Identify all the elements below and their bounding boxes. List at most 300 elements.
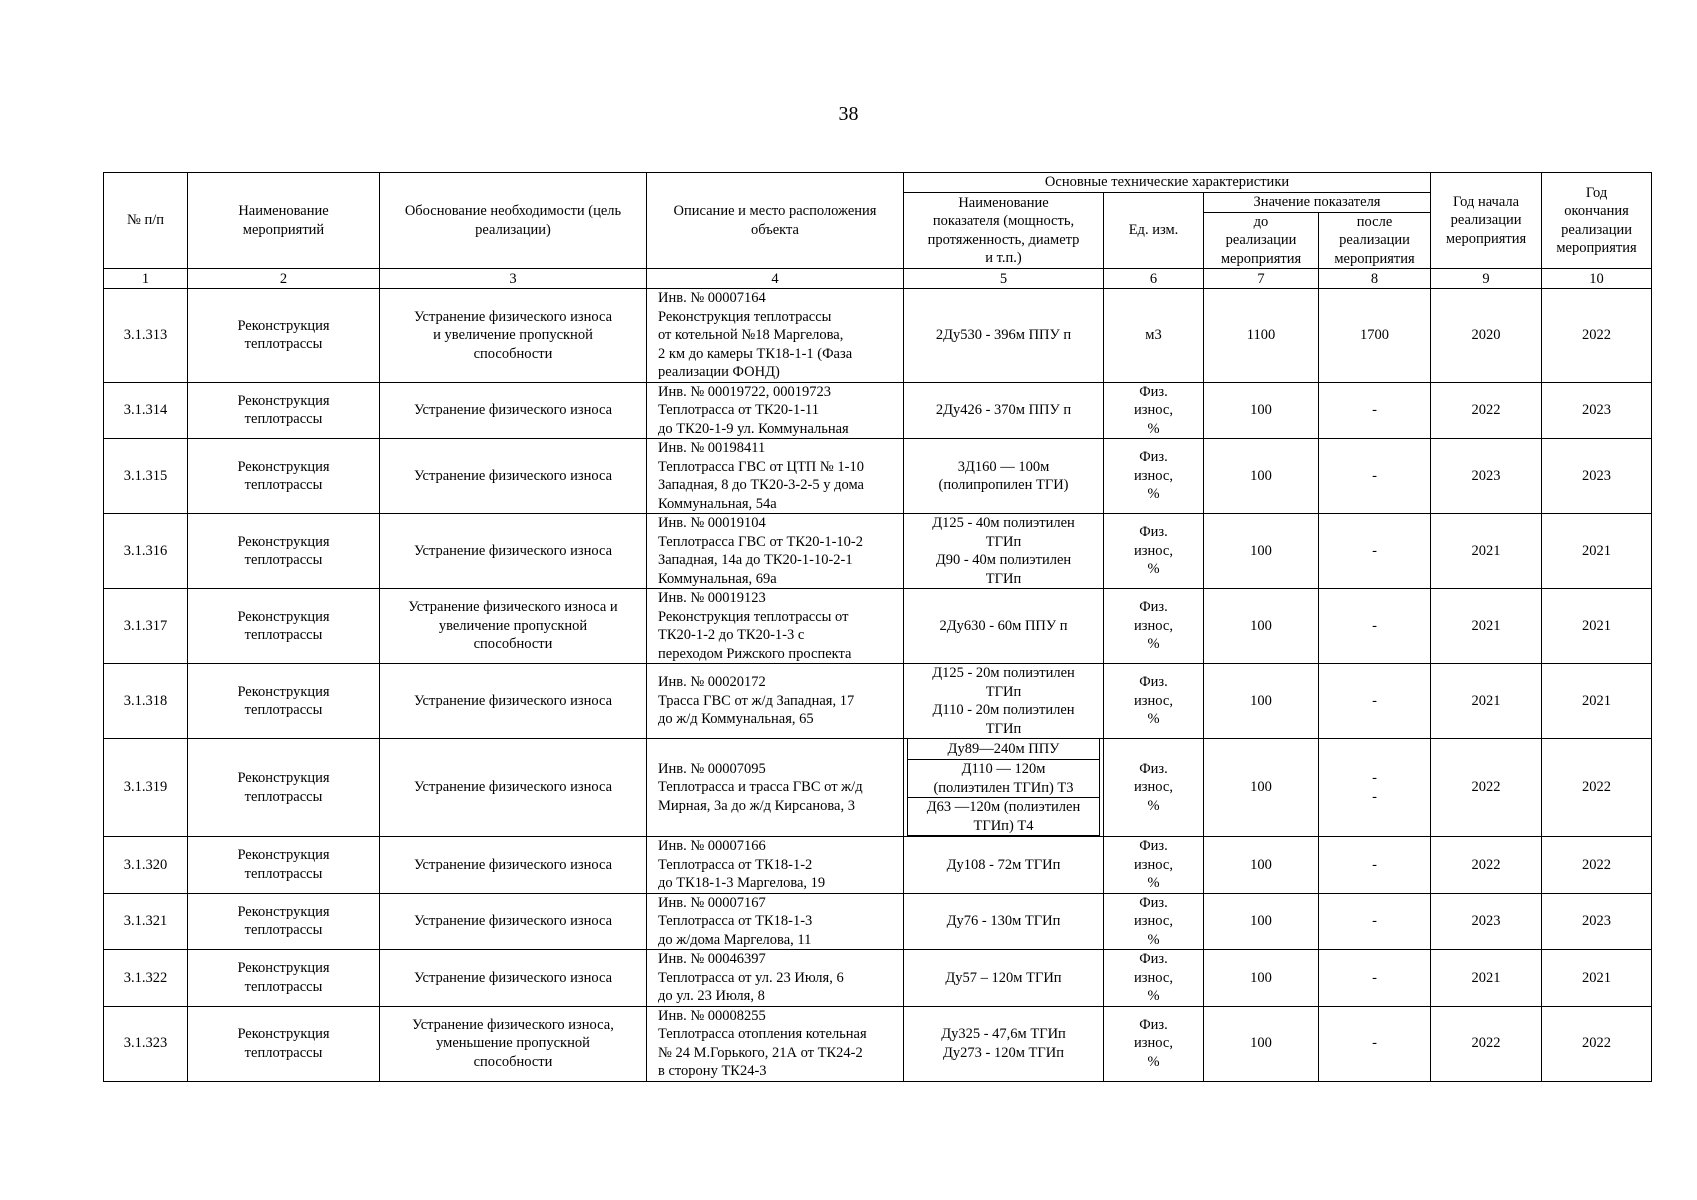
- indicator-name: [904, 950, 1104, 1007]
- text-line: -: [1372, 1035, 1377, 1052]
- end-year: 2023: [1542, 893, 1652, 950]
- text-line: Реконструкция: [237, 903, 330, 920]
- row-number: 3.1.314: [104, 382, 188, 439]
- text-line: до ТК18-1-3 Маргелова, 19: [658, 875, 826, 891]
- text-line: Устранение физического износа: [413, 542, 613, 559]
- text-line: Ду76 - 130м ТГИп: [946, 913, 1061, 929]
- text-line: ТГИп) Т4: [973, 817, 1034, 834]
- text-line: Реконструкция теплотрассы: [658, 308, 832, 325]
- text-line: Описание и место расположения: [673, 203, 877, 219]
- text-line: Год начала: [1453, 193, 1520, 210]
- text-line: до ж/д Коммунальная, 65: [658, 711, 814, 728]
- row-number: 3.1.317: [104, 589, 188, 664]
- text-line: -: [1372, 856, 1377, 873]
- text-line: Физ.: [1139, 1016, 1168, 1033]
- text-line: Устранение физического износа: [413, 969, 613, 986]
- object-description: [647, 739, 904, 837]
- end-year: 2022: [1542, 1006, 1652, 1081]
- text-line: %: [1147, 636, 1160, 653]
- unit: [1104, 589, 1204, 664]
- measure-reason: [380, 950, 647, 1007]
- table-row: [104, 289, 1652, 383]
- text-line: и т.п.): [985, 250, 1022, 266]
- table-row: [104, 664, 1652, 739]
- indicator-name: [904, 439, 1104, 514]
- unit: [1104, 514, 1204, 589]
- value-before: 100: [1204, 893, 1319, 950]
- text-line: Ду325 - 47,6м ТГИп: [941, 1026, 1066, 1042]
- indicator-part: [908, 798, 1100, 836]
- indicator-name: [904, 664, 1104, 739]
- text-line: износ,: [1134, 913, 1173, 929]
- text-line: Теплотрасса и трасса ГВС от ж/д: [658, 779, 863, 796]
- text-line: Реконструкция теплотрассы от: [658, 608, 849, 625]
- text-line: в сторону ТК24-3: [658, 1063, 767, 1079]
- text-line: Устранение физического износа: [413, 467, 613, 484]
- text-line: (полиэтилен ТГИп) Т3: [933, 779, 1074, 796]
- table-row: [104, 382, 1652, 439]
- unit: [1104, 893, 1204, 950]
- indicator-name: [904, 289, 1104, 383]
- text-line: № 24 М.Горького, 21А от ТК24-2: [658, 1044, 863, 1061]
- row-number: 3.1.313: [104, 289, 188, 383]
- object-description: [647, 439, 904, 514]
- table-row: [104, 514, 1652, 589]
- text-line: теплотрассы: [244, 865, 323, 882]
- measure-name: [188, 837, 380, 894]
- text-line: Трасса ГВС от ж/д Западная, 17: [658, 692, 855, 709]
- measure-reason: [380, 382, 647, 439]
- text-line: -: [1372, 969, 1377, 986]
- text-line: Устранение физического износа: [413, 856, 613, 873]
- measure-name: [188, 514, 380, 589]
- text-line: Устранение физического износа: [413, 779, 613, 796]
- table-row: [104, 893, 1652, 950]
- measure-reason: [380, 1006, 647, 1081]
- start-year: 2021: [1431, 950, 1542, 1007]
- text-line: (полипропилен ТГИ): [938, 477, 1069, 493]
- text-line: протяженность, диаметр: [927, 231, 1080, 248]
- table-row: [104, 837, 1652, 894]
- text-line: Устранение физического износа: [413, 402, 613, 418]
- text-line: износ,: [1134, 692, 1173, 709]
- measure-name: [188, 950, 380, 1007]
- text-line: 1700: [1360, 327, 1390, 343]
- text-line: способности: [473, 1053, 553, 1070]
- measures-table: [103, 172, 1652, 1082]
- end-year: 2022: [1542, 837, 1652, 894]
- text-line: Инв. № 00020172: [658, 674, 766, 691]
- unit: [1104, 950, 1204, 1007]
- text-line: Реконструкция: [237, 960, 330, 977]
- text-line: износ,: [1134, 856, 1173, 873]
- text-line: теплотрассы: [244, 627, 323, 643]
- object-description: [647, 893, 904, 950]
- text-line: Д90 - 40м полиэтилен: [935, 552, 1072, 568]
- start-year: 2021: [1431, 514, 1542, 589]
- start-year: 2022: [1431, 382, 1542, 439]
- text-line: Инв. № 00019722, 00019723: [658, 383, 832, 400]
- table-row: [104, 439, 1652, 514]
- start-year: 2022: [1431, 739, 1542, 837]
- indicator-name: [904, 514, 1104, 589]
- object-description: [647, 589, 904, 664]
- text-line: Реконструкция: [237, 770, 330, 786]
- text-line: Теплотрасса ГВС от ТК20-1-10-2: [658, 533, 863, 550]
- text-line: Д63 —120м (полиэтилен: [926, 799, 1081, 815]
- indicator-cell: [904, 739, 1104, 837]
- column-number: 2: [188, 269, 380, 289]
- measure-name: [188, 439, 380, 514]
- text-line: %: [1147, 931, 1160, 948]
- text-line: Теплотрасса от ТК18-1-2: [658, 856, 813, 873]
- value-before: 100: [1204, 950, 1319, 1007]
- row-number: 3.1.318: [104, 664, 188, 739]
- text-line: Устранение физического износа: [413, 308, 613, 325]
- text-line: Физ.: [1139, 674, 1168, 691]
- text-line: мероприятия: [1556, 240, 1637, 256]
- text-line: теплотрассы: [244, 336, 323, 353]
- object-description: [647, 1006, 904, 1081]
- object-description: [647, 950, 904, 1007]
- column-number: 3: [380, 269, 647, 289]
- text-line: уменьшение пропускной: [436, 1035, 590, 1052]
- unit: [1104, 664, 1204, 739]
- text-line: %: [1147, 711, 1160, 728]
- text-line: окончания: [1564, 203, 1629, 219]
- text-line: Устранение физического износа: [413, 913, 613, 929]
- start-year: 2021: [1431, 589, 1542, 664]
- row-number: 3.1.315: [104, 439, 188, 514]
- text-line: Ду273 - 120м ТГИп: [943, 1044, 1064, 1061]
- value-after: [1319, 289, 1431, 383]
- object-description: [647, 514, 904, 589]
- text-line: реализации: [1225, 232, 1297, 248]
- text-line: Обоснование необходимости (цель: [404, 203, 622, 219]
- text-line: Устранение физического износа,: [412, 1016, 614, 1033]
- value-after: [1319, 1006, 1431, 1081]
- text-line: Ду108 - 72м ТГИп: [946, 856, 1061, 873]
- text-line: ТГИп: [985, 570, 1022, 587]
- text-line: износ,: [1134, 969, 1173, 986]
- text-line: теплотрассы: [244, 552, 323, 568]
- header-col-end-year: [1542, 173, 1652, 269]
- text-line: Ду89—240м ППУ: [947, 740, 1060, 757]
- table-body: [104, 289, 1652, 1082]
- end-year: 2021: [1542, 664, 1652, 739]
- measure-name: [188, 382, 380, 439]
- text-line: Реконструкция: [237, 458, 330, 475]
- text-line: теплотрассы: [244, 978, 323, 995]
- text-line: Физ.: [1139, 894, 1168, 911]
- indicator-name: [904, 382, 1104, 439]
- text-line: мероприятия: [1334, 250, 1415, 267]
- column-number: 7: [1204, 269, 1319, 289]
- text-line: реализации ФОНД): [658, 364, 780, 380]
- value-before: 100: [1204, 664, 1319, 739]
- text-line: Западная, 14а до ТК20-1-10-2-1: [658, 552, 853, 568]
- measure-reason: [380, 664, 647, 739]
- header-col-unit: Ед. изм.: [1104, 193, 1204, 269]
- text-line: Наименование: [238, 203, 329, 219]
- start-year: 2023: [1431, 893, 1542, 950]
- value-after: [1319, 589, 1431, 664]
- object-description: [647, 837, 904, 894]
- text-line: мероприятий: [242, 221, 325, 238]
- text-line: Инв. № 00046397: [658, 951, 766, 967]
- text-line: Д125 - 20м полиэтилен: [932, 665, 1075, 681]
- measure-name: [188, 893, 380, 950]
- text-line: Теплотрасса от ТК18-1-3: [658, 913, 813, 929]
- indicator-name: [904, 837, 1104, 894]
- start-year: 2023: [1431, 439, 1542, 514]
- measure-reason: [380, 514, 647, 589]
- column-number: 10: [1542, 269, 1652, 289]
- text-line: Реконструкция: [237, 317, 330, 334]
- text-line: Д110 - 20м полиэтилен: [932, 702, 1075, 718]
- text-line: Год: [1585, 184, 1608, 201]
- text-line: объекта: [750, 221, 799, 238]
- indicator-name: [904, 589, 1104, 664]
- text-line: Устранение физического износа и: [408, 599, 618, 616]
- measure-reason: [380, 289, 647, 383]
- text-line: %: [1147, 420, 1160, 437]
- value-before: 100: [1204, 1006, 1319, 1081]
- text-line: износ,: [1134, 402, 1173, 418]
- table-row: [104, 739, 1652, 837]
- text-line: %: [1147, 797, 1160, 814]
- text-line: реализации): [475, 221, 551, 238]
- text-line: -: [1372, 913, 1377, 929]
- text-line: -: [1372, 467, 1377, 484]
- text-line: ТГИп: [985, 683, 1022, 700]
- row-number: 3.1.321: [104, 893, 188, 950]
- text-line: Коммунальная, 69а: [658, 570, 777, 587]
- text-line: 2Ду530 - 396м ППУ п: [935, 327, 1072, 343]
- text-line: износ,: [1134, 1035, 1173, 1052]
- column-number: 1: [104, 269, 188, 289]
- text-line: ТГИп: [985, 720, 1022, 737]
- text-line: до: [1253, 213, 1269, 230]
- measure-reason: [380, 439, 647, 514]
- text-line: Теплотрасса от ул. 23 Июля, 6: [658, 969, 844, 986]
- text-line: 3Д160 — 100м: [957, 458, 1050, 475]
- indicator-name: [904, 1006, 1104, 1081]
- text-line: ТГИп: [985, 533, 1022, 550]
- measure-reason: [380, 589, 647, 664]
- unit: [1104, 739, 1204, 837]
- value-after: [1319, 739, 1431, 837]
- text-line: Теплотрасса от ТК20-1-11: [658, 402, 820, 418]
- object-description: [647, 382, 904, 439]
- unit: [1104, 1006, 1204, 1081]
- header-col-number: № п/п: [104, 173, 188, 269]
- unit: [1104, 289, 1204, 383]
- header-col-indicator: [904, 193, 1104, 269]
- text-line: м3: [1145, 327, 1162, 343]
- header-col-name: [188, 173, 380, 269]
- value-after: [1319, 950, 1431, 1007]
- text-line: износ,: [1134, 542, 1173, 559]
- text-line: -: [1372, 788, 1377, 805]
- measure-name: [188, 739, 380, 837]
- value-before: 100: [1204, 589, 1319, 664]
- measure-reason: [380, 739, 647, 837]
- text-line: Физ.: [1139, 449, 1168, 466]
- indicator-name: [904, 893, 1104, 950]
- end-year: 2022: [1542, 739, 1652, 837]
- value-after: [1319, 893, 1431, 950]
- text-line: Реконструкция: [237, 533, 330, 550]
- text-line: Инв. № 00007166: [658, 838, 766, 854]
- text-line: %: [1147, 1053, 1160, 1070]
- text-line: износ,: [1134, 617, 1173, 634]
- text-line: Реконструкция: [237, 683, 330, 700]
- text-line: 2 км до камеры ТК18-1-1 (Фаза: [658, 345, 853, 362]
- text-line: реализации: [1450, 212, 1522, 229]
- text-line: Мирная, 3а до ж/д Кирсанова, 3: [658, 797, 855, 814]
- measure-name: [188, 589, 380, 664]
- text-line: теплотрассы: [244, 477, 323, 493]
- value-after: [1319, 439, 1431, 514]
- table-row: [104, 589, 1652, 664]
- text-line: износ,: [1134, 467, 1173, 484]
- measure-reason: [380, 837, 647, 894]
- text-line: износ,: [1134, 779, 1173, 796]
- row-number: 3.1.319: [104, 739, 188, 837]
- row-number: 3.1.322: [104, 950, 188, 1007]
- text-line: реализации: [1339, 232, 1410, 248]
- text-line: способности: [473, 345, 553, 362]
- text-line: Инв. № 00198411: [658, 440, 766, 456]
- text-line: Теплотрасса ГВС от ЦТП № 1-10: [658, 458, 864, 475]
- text-line: теплотрассы: [244, 411, 323, 428]
- column-number: 8: [1319, 269, 1431, 289]
- end-year: 2021: [1542, 589, 1652, 664]
- text-line: Физ.: [1139, 838, 1168, 854]
- end-year: 2023: [1542, 439, 1652, 514]
- text-line: %: [1147, 486, 1160, 503]
- text-line: -: [1372, 617, 1377, 634]
- measure-name: [188, 664, 380, 739]
- text-line: Реконструкция: [237, 847, 330, 864]
- text-line: теплотрассы: [244, 1044, 323, 1061]
- text-line: от котельной №18 Маргелова,: [658, 327, 844, 343]
- text-line: Инв. № 00008255: [658, 1007, 766, 1024]
- text-line: -: [1372, 770, 1377, 786]
- value-before: 100: [1204, 439, 1319, 514]
- measure-reason: [380, 893, 647, 950]
- text-line: Д110 — 120м: [961, 761, 1046, 777]
- text-line: Ду57 – 120м ТГИп: [945, 969, 1062, 986]
- text-line: до ж/дома Маргелова, 11: [658, 931, 812, 948]
- text-line: Реконструкция: [237, 1026, 330, 1042]
- value-before: 1100: [1204, 289, 1319, 383]
- text-line: переходом Рижского проспекта: [658, 645, 852, 662]
- text-line: до ул. 23 Июля, 8: [658, 988, 765, 1004]
- text-line: Физ.: [1139, 951, 1168, 967]
- measure-name: [188, 289, 380, 383]
- text-line: -: [1372, 542, 1377, 559]
- text-line: показателя (мощность,: [932, 213, 1075, 229]
- text-line: %: [1147, 988, 1160, 1004]
- table-row: [104, 1006, 1652, 1081]
- text-line: увеличение пропускной: [438, 617, 588, 634]
- value-after: [1319, 382, 1431, 439]
- text-line: %: [1147, 875, 1160, 891]
- table-row: [104, 950, 1652, 1007]
- text-line: Инв. № 00019123: [658, 590, 766, 606]
- text-line: -: [1372, 402, 1377, 418]
- value-after: [1319, 837, 1431, 894]
- text-line: Реконструкция: [237, 608, 330, 625]
- indicator-part: [908, 739, 1100, 760]
- value-after: [1319, 514, 1431, 589]
- text-line: теплотрассы: [244, 922, 323, 939]
- column-number: 6: [1104, 269, 1204, 289]
- row-number: 3.1.316: [104, 514, 188, 589]
- text-line: Реконструкция: [237, 392, 330, 409]
- text-line: до ТК20-1-9 ул. Коммунальная: [658, 420, 849, 437]
- unit: [1104, 439, 1204, 514]
- text-line: Коммунальная, 54а: [658, 495, 777, 512]
- text-line: теплотрассы: [244, 702, 323, 718]
- text-line: и увеличение пропускной: [433, 327, 593, 343]
- text-line: способности: [473, 636, 553, 653]
- start-year: 2022: [1431, 837, 1542, 894]
- text-line: 2Ду426 - 370м ППУ п: [935, 402, 1072, 418]
- page-number: 38: [838, 103, 859, 125]
- text-line: Физ.: [1139, 524, 1168, 541]
- text-line: мероприятия: [1220, 250, 1302, 267]
- header-col-start-year: [1431, 173, 1542, 269]
- row-number: 3.1.320: [104, 837, 188, 894]
- unit: [1104, 837, 1204, 894]
- column-number: 4: [647, 269, 904, 289]
- text-line: реализации: [1561, 221, 1632, 238]
- start-year: 2020: [1431, 289, 1542, 383]
- text-line: мероприятия: [1445, 230, 1527, 247]
- text-line: Западная, 8 до ТК20-3-2-5 у дома: [658, 477, 864, 493]
- unit: [1104, 382, 1204, 439]
- value-before: 100: [1204, 514, 1319, 589]
- text-line: -: [1372, 692, 1377, 709]
- text-line: 2Ду630 - 60м ППУ п: [939, 617, 1068, 634]
- value-before: 100: [1204, 837, 1319, 894]
- column-numbers-row: [104, 269, 1652, 289]
- indicator-part: [908, 760, 1100, 798]
- column-number: 9: [1431, 269, 1542, 289]
- header-col-before: [1204, 212, 1319, 269]
- measure-name: [188, 1006, 380, 1081]
- text-line: теплотрассы: [244, 788, 323, 805]
- text-line: Инв. № 00007167: [658, 894, 766, 911]
- row-number: 3.1.323: [104, 1006, 188, 1081]
- header-col-reason: [380, 173, 647, 269]
- text-line: Инв. № 00019104: [658, 515, 766, 531]
- text-line: после: [1356, 213, 1393, 230]
- end-year: 2021: [1542, 950, 1652, 1007]
- text-line: Теплотрасса отопления котельная: [658, 1026, 867, 1042]
- text-line: Наименование: [958, 194, 1049, 211]
- header-group-main: Основные технические характеристики: [904, 173, 1431, 193]
- text-line: %: [1147, 561, 1160, 578]
- object-description: [647, 289, 904, 383]
- text-line: ТК20-1-2 до ТК20-1-3 с: [658, 627, 805, 643]
- object-description: [647, 664, 904, 739]
- table-header: [104, 173, 1652, 289]
- start-year: 2022: [1431, 1006, 1542, 1081]
